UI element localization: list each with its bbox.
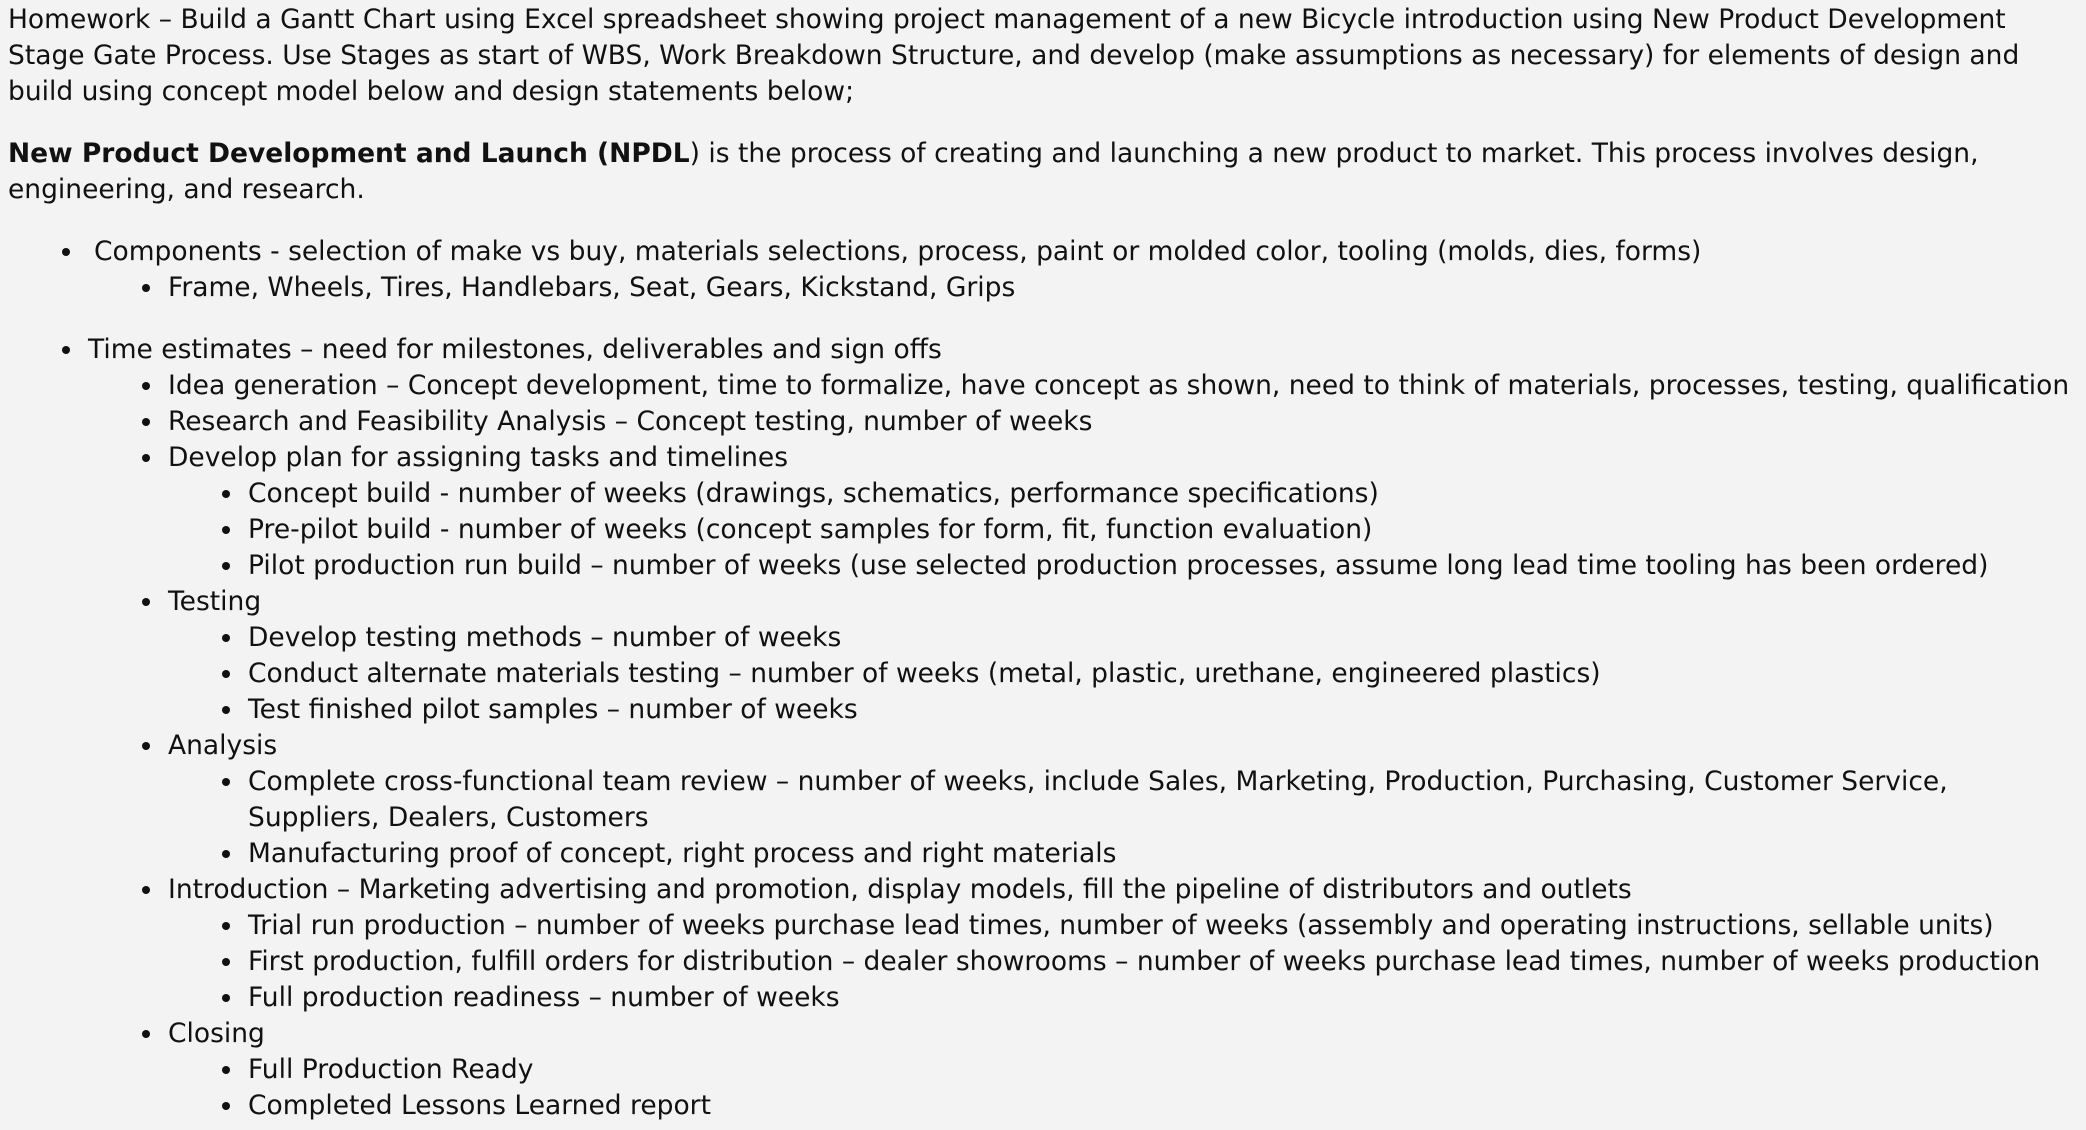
- list-item: Manufacturing proof of concept, right process and right materials: [8, 836, 2074, 872]
- list-item-idea-generation: [8, 368, 2074, 404]
- list-item-parts: [8, 270, 2074, 306]
- components-sublist: [8, 270, 2074, 306]
- time-estimates-sublist: [8, 368, 2074, 1124]
- time-estimates-label: Time estimates – need for milestones, deliverables and sign offs: [88, 334, 942, 365]
- list-item-time-estimates: [8, 332, 2074, 1124]
- list-item: Complete cross-functional team review – number of weeks, include Sales, Marketing, Production, Purchasing, Customer Service, Suppliers, Dealers, Customers: [8, 764, 2074, 836]
- list-item-develop-plan: [8, 440, 2074, 584]
- develop-plan-label: Develop plan for assigning tasks and timelines: [168, 442, 789, 473]
- list-item: Pre-pilot build - number of weeks (concept samples for form, fit, function evaluation): [8, 512, 2074, 548]
- closing-sublist: [8, 1052, 2074, 1124]
- npdl-paragraph: [8, 136, 2074, 208]
- idea-generation-label: Idea generation – Concept development, time to formalize, have concept as shown, need to think of materials, processes, testing, qualification: [168, 370, 2070, 401]
- list-item: Pilot production run build – number of weeks (use selected production processes, assume long lead time tooling has been ordered): [8, 548, 2074, 584]
- analysis-sublist: [8, 764, 2074, 872]
- list-item: Test finished pilot samples – number of weeks: [8, 692, 2074, 728]
- npdl-definition: ) is the process of creating and launching a new product to market. This process involves design, engineering, and research.: [8, 138, 1979, 205]
- list-item-closing: [8, 1016, 2074, 1124]
- analysis-label: Analysis: [168, 730, 278, 761]
- list-item: First production, fulfill orders for distribution – dealer showrooms – number of weeks purchase lead times, number of weeks production: [8, 944, 2074, 980]
- list-item: Develop testing methods – number of weeks: [8, 620, 2074, 656]
- homework-intro: Homework – Build a Gantt Chart using Excel spreadsheet showing project management of a new Bicycle introduction using New Product Development Stage Gate Process. Use Stages as start of WBS, Work Breakdown Structure, and develop (make assumptions as necessary) for elements of design and build using concept model below and design statements below;: [8, 4, 2020, 107]
- closing-label: Closing: [168, 1018, 265, 1049]
- parts-label: Frame, Wheels, Tires, Handlebars, Seat, Gears, Kickstand, Grips: [168, 272, 1016, 303]
- research-label: Research and Feasibility Analysis – Concept testing, number of weeks: [168, 406, 1093, 437]
- list-item-testing: [8, 584, 2074, 728]
- list-item: Full production readiness – number of weeks: [8, 980, 2074, 1016]
- develop-plan-sublist: [8, 476, 2074, 584]
- list-item: Full Production Ready: [8, 1052, 2074, 1088]
- list-item-introduction: [8, 872, 2074, 1016]
- components-label: Components - selection of make vs buy, materials selections, process, paint or molded color, tooling (molds, dies, forms): [94, 236, 1702, 267]
- list-item-components: [8, 234, 2074, 306]
- list-item: Concept build - number of weeks (drawings, schematics, performance specifications): [8, 476, 2074, 512]
- introduction-sublist: [8, 908, 2074, 1016]
- list-item: Trial run production – number of weeks purchase lead times, number of weeks (assembly and operating instructions, sellable units): [8, 908, 2074, 944]
- testing-sublist: [8, 620, 2074, 728]
- list-item-analysis: [8, 728, 2074, 872]
- npdl-term: New Product Development and Launch (NPDL: [8, 138, 690, 169]
- requirements-list: [8, 234, 2074, 1124]
- list-item: Conduct alternate materials testing – number of weeks (metal, plastic, urethane, engineered plastics): [8, 656, 2074, 692]
- testing-label: Testing: [168, 586, 262, 617]
- introduction-label: Introduction – Marketing advertising and promotion, display models, fill the pipeline of distributors and outlets: [168, 874, 1632, 905]
- list-item: Completed Lessons Learned report: [8, 1088, 2074, 1124]
- list-item-research: [8, 404, 2074, 440]
